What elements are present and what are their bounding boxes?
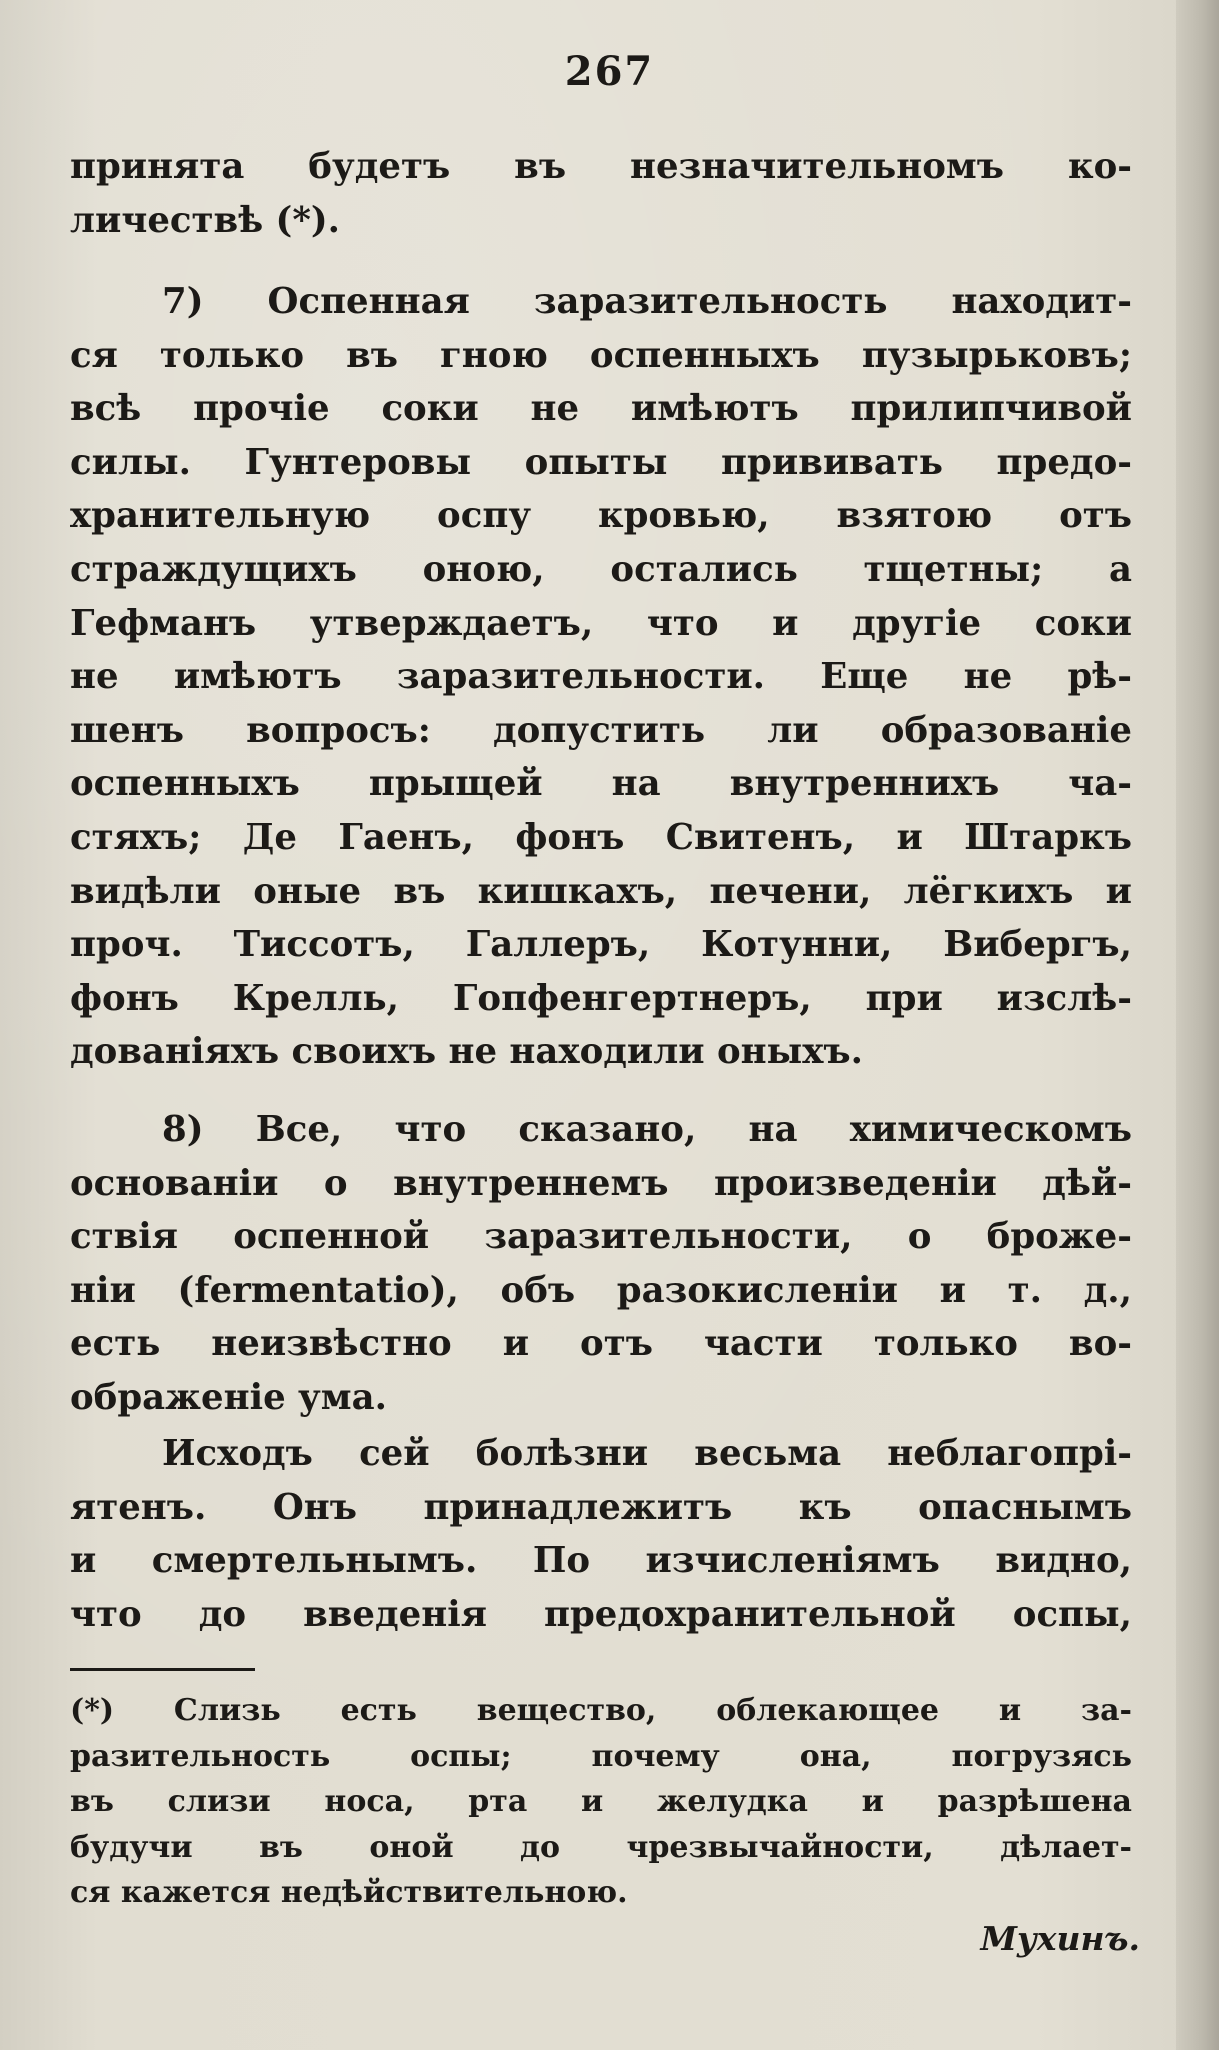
text-line: что до введенія предохранительной оспы, (70, 1593, 1132, 1635)
footnote-line: ся кажется недѣйствительною. (70, 1875, 628, 1910)
text-line: стяхъ; Де Гаенъ, фонъ Свитенъ, и Штаркъ (70, 816, 1132, 858)
footnote-divider (70, 1668, 255, 1671)
footnote-author: Мухинъ. (980, 1919, 1140, 1958)
text-line: дованіяхъ своихъ не находили оныхъ. (70, 1031, 863, 1073)
text-line: страждущихъ оною, остались тщетны; а (70, 548, 1132, 590)
text-line: личествѣ (*). (70, 199, 341, 241)
paragraph-8 (70, 1103, 1132, 1425)
footnote-line: (*) Слизь есть вещество, облекающее и за- (70, 1693, 1132, 1728)
text-line: 8) Все, что сказано, на химическомъ (162, 1109, 1132, 1150)
text-line: ніи (fermentatio), объ разокисленіи и т. д., (70, 1269, 1132, 1311)
footnote (70, 1688, 1132, 1916)
text-line: всѣ прочіе соки не имѣютъ прилипчивой (70, 388, 1132, 430)
text-line: видѣли оные въ кишкахъ, печени, лёгкихъ и (70, 870, 1132, 912)
text-line: Гефманъ утверждаетъ, что и другіе соки (70, 602, 1132, 644)
text-line: не имѣютъ заразительности. Еще не рѣ- (70, 656, 1132, 698)
text-line: проч. Тиссотъ, Галлеръ, Котунни, Вибергъ, (70, 924, 1132, 966)
footnote-line: въ слизи носа, рта и желудка и разрѣшена (70, 1784, 1132, 1819)
text-line: ятенъ. Онъ принадлежитъ къ опаснымъ (70, 1486, 1132, 1528)
text-line: Исходъ сей болѣзни весьма неблагопрі- (162, 1433, 1132, 1474)
paragraph-7 (70, 275, 1132, 1079)
footnote-line: разительность оспы; почему она, погрузясь (70, 1738, 1132, 1774)
paragraph-outcome (70, 1427, 1132, 1641)
text-line: силы. Гунтеровы опыты прививать предо- (70, 441, 1132, 483)
continuation-text (70, 140, 1132, 247)
text-line: принята будетъ въ незначительномъ ко- (70, 146, 1132, 187)
text-line: ображеніе ума. (70, 1376, 387, 1418)
text-line: ся только въ гною оспенныхъ пузырьковъ; (70, 334, 1132, 376)
footnote-line: будучи въ оной до чрезвычайности, дѣлает- (70, 1829, 1132, 1865)
text-line: есть неизвѣстно и отъ части только во- (70, 1323, 1132, 1365)
page-number: 267 (564, 48, 655, 95)
text-line: 7) Оспенная заразительность находит- (162, 281, 1132, 322)
text-line: оспенныхъ прыщей на внутреннихъ ча- (70, 763, 1132, 805)
text-line: фонъ Крелль, Гопфенгертнеръ, при изслѣ- (70, 977, 1132, 1019)
text-line: и смертельнымъ. По изчисленіямъ видно, (70, 1540, 1132, 1582)
text-line: хранительную оспу кровью, взятою отъ (70, 495, 1132, 537)
text-line: основаніи о внутреннемъ произведеніи дѣй- (70, 1162, 1132, 1204)
page-gutter-shadow (1176, 0, 1219, 2050)
text-line: ствія оспенной заразительности, о броже- (70, 1216, 1132, 1258)
text-line: шенъ вопросъ: допустить ли образованіе (70, 709, 1132, 751)
